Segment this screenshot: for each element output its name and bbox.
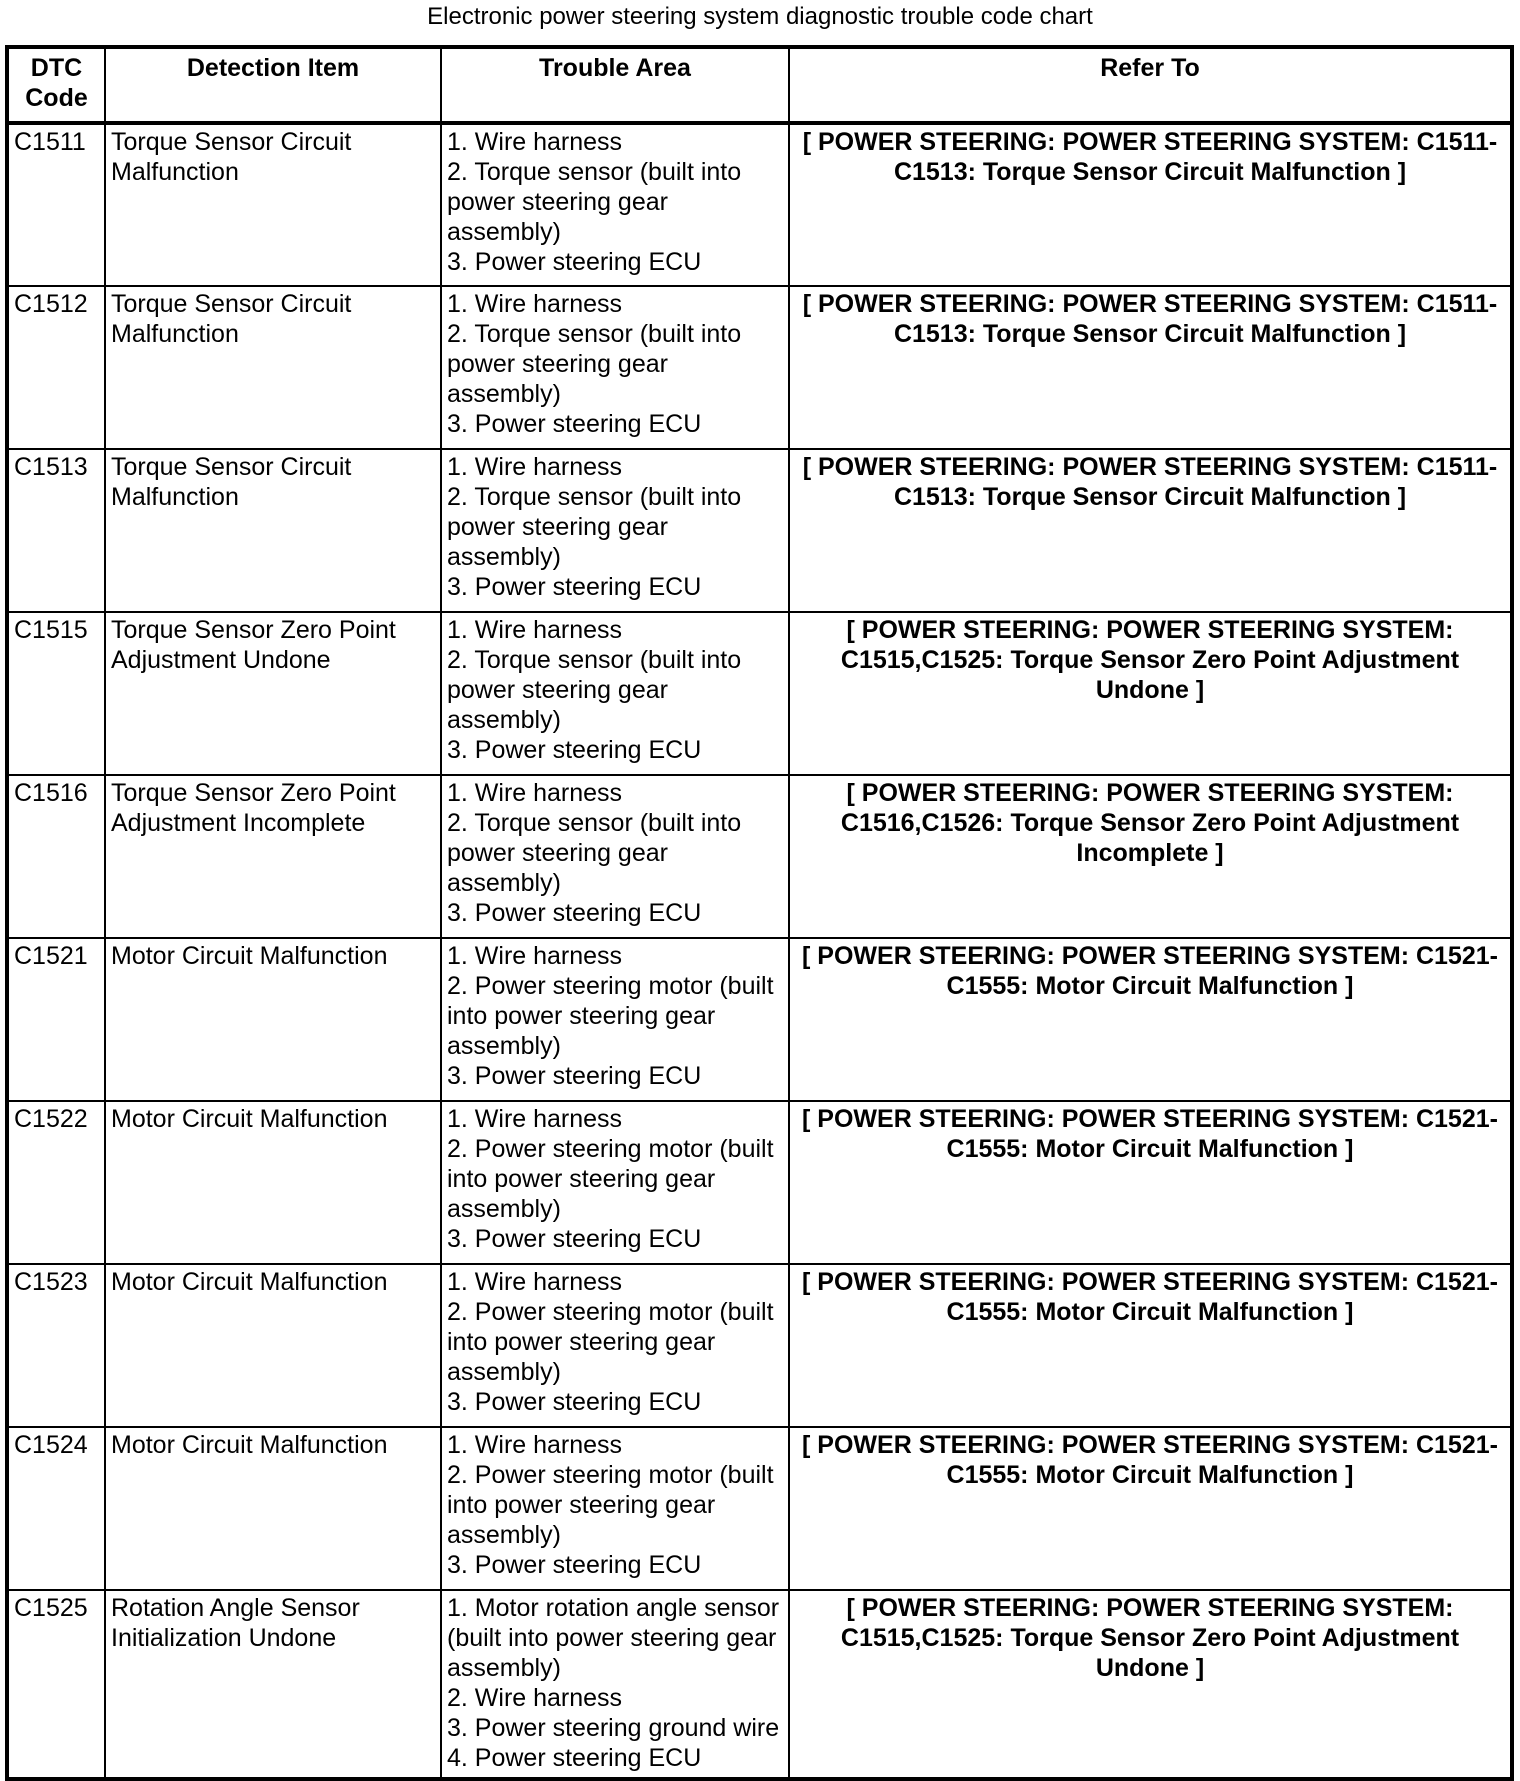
- table-row: [7, 938, 1512, 1101]
- trouble-area-cell: [441, 612, 789, 775]
- trouble-area-item: 1. Wire harness: [447, 1431, 623, 1459]
- trouble-area-item: 3. Power steering ECU: [447, 573, 702, 601]
- header-refer-to: Refer To: [789, 47, 1512, 123]
- trouble-area-item: 2. Torque sensor (built into power steering gear assembly): [447, 158, 742, 246]
- trouble-area-item: 1. Wire harness: [447, 616, 623, 644]
- refer-to-link[interactable]: [ POWER STEERING: POWER STEERING SYSTEM: C1511-C1513: Torque Sensor Circuit Malfunction ]: [789, 123, 1512, 286]
- refer-to-link[interactable]: [ POWER STEERING: POWER STEERING SYSTEM: C1511-C1513: Torque Sensor Circuit Malfunction ]: [789, 449, 1512, 612]
- trouble-area-item: 2. Power steering motor (built into power steering gear assembly): [447, 1461, 774, 1549]
- table-row: [7, 123, 1512, 286]
- trouble-area-item: 4. Power steering ECU: [447, 1744, 702, 1772]
- detection-item-cell: Motor Circuit Malfunction: [105, 1427, 441, 1590]
- trouble-area-item: 1. Wire harness: [447, 290, 623, 318]
- trouble-area-item: 2. Torque sensor (built into power steering gear assembly): [447, 483, 742, 571]
- refer-to-link[interactable]: [ POWER STEERING: POWER STEERING SYSTEM: C1516,C1526: Torque Sensor Zero Point Adjustment Incomplete ]: [789, 775, 1512, 938]
- dtc-code-cell: C1525: [7, 1590, 105, 1779]
- trouble-area-cell: [441, 449, 789, 612]
- dtc-table: [5, 45, 1514, 1781]
- dtc-code-cell: C1516: [7, 775, 105, 938]
- dtc-code-cell: C1523: [7, 1264, 105, 1427]
- dtc-code-cell: C1511: [7, 123, 105, 286]
- detection-item-cell: Motor Circuit Malfunction: [105, 1264, 441, 1427]
- trouble-area-item: 2. Wire harness: [447, 1684, 623, 1712]
- table-header-row: [7, 47, 1512, 123]
- trouble-area-item: 2. Power steering motor (built into power steering gear assembly): [447, 1135, 774, 1223]
- table-row: [7, 1101, 1512, 1264]
- trouble-area-item: 3. Power steering ECU: [447, 248, 702, 276]
- table-body: [7, 123, 1512, 1779]
- trouble-area-item: 2. Torque sensor (built into power steering gear assembly): [447, 809, 742, 897]
- refer-to-link[interactable]: [ POWER STEERING: POWER STEERING SYSTEM: C1521-C1555: Motor Circuit Malfunction ]: [789, 938, 1512, 1101]
- trouble-area-item: 3. Power steering ECU: [447, 1062, 702, 1090]
- detection-item-cell: Torque Sensor Circuit Malfunction: [105, 123, 441, 286]
- refer-to-link[interactable]: [ POWER STEERING: POWER STEERING SYSTEM: C1515,C1525: Torque Sensor Zero Point Adjustment Undone ]: [789, 612, 1512, 775]
- trouble-area-item: 3. Power steering ECU: [447, 410, 702, 438]
- header-dtc-code: DTC Code: [7, 47, 105, 123]
- refer-to-link[interactable]: [ POWER STEERING: POWER STEERING SYSTEM: C1511-C1513: Torque Sensor Circuit Malfunction ]: [789, 286, 1512, 449]
- trouble-area-item: 1. Wire harness: [447, 942, 623, 970]
- dtc-code-cell: C1513: [7, 449, 105, 612]
- table-row: [7, 612, 1512, 775]
- trouble-area-item: 1. Wire harness: [447, 1268, 623, 1296]
- dtc-code-cell: C1512: [7, 286, 105, 449]
- page-title: Electronic power steering system diagnostic trouble code chart: [427, 3, 1093, 30]
- refer-to-link[interactable]: [ POWER STEERING: POWER STEERING SYSTEM: C1521-C1555: Motor Circuit Malfunction ]: [789, 1264, 1512, 1427]
- trouble-area-item: 3. Power steering ECU: [447, 899, 702, 927]
- trouble-area-item: 1. Motor rotation angle sensor (built into power steering gear assembly): [447, 1594, 780, 1682]
- table-row: [7, 1427, 1512, 1590]
- header-detection-item: Detection Item: [105, 47, 441, 123]
- detection-item-cell: Torque Sensor Circuit Malfunction: [105, 286, 441, 449]
- trouble-area-cell: [441, 938, 789, 1101]
- trouble-area-item: 1. Wire harness: [447, 1105, 623, 1133]
- trouble-area-cell: [441, 1590, 789, 1779]
- trouble-area-item: 2. Torque sensor (built into power steering gear assembly): [447, 320, 742, 408]
- refer-to-link[interactable]: [ POWER STEERING: POWER STEERING SYSTEM: C1515,C1525: Torque Sensor Zero Point Adjustment Undone ]: [789, 1590, 1512, 1779]
- detection-item-cell: Torque Sensor Zero Point Adjustment Undone: [105, 612, 441, 775]
- refer-to-link[interactable]: [ POWER STEERING: POWER STEERING SYSTEM: C1521-C1555: Motor Circuit Malfunction ]: [789, 1101, 1512, 1264]
- trouble-area-item: 2. Power steering motor (built into power steering gear assembly): [447, 1298, 774, 1386]
- detection-item-cell: Torque Sensor Zero Point Adjustment Incomplete: [105, 775, 441, 938]
- table-row: [7, 775, 1512, 938]
- trouble-area-item: 3. Power steering ECU: [447, 736, 702, 764]
- trouble-area-item: 3. Power steering ECU: [447, 1388, 702, 1416]
- table-row: [7, 449, 1512, 612]
- trouble-area-item: 2. Torque sensor (built into power steering gear assembly): [447, 646, 742, 734]
- trouble-area-cell: [441, 123, 789, 286]
- trouble-area-cell: [441, 1264, 789, 1427]
- table-row: [7, 286, 1512, 449]
- trouble-area-item: 1. Wire harness: [447, 779, 623, 807]
- trouble-area-item: 2. Power steering motor (built into power steering gear assembly): [447, 972, 774, 1060]
- trouble-area-item: 1. Wire harness: [447, 128, 623, 156]
- trouble-area-cell: [441, 1427, 789, 1590]
- dtc-code-cell: C1524: [7, 1427, 105, 1590]
- dtc-code-cell: C1522: [7, 1101, 105, 1264]
- dtc-code-cell: C1515: [7, 612, 105, 775]
- trouble-area-cell: [441, 286, 789, 449]
- trouble-area-item: 1. Wire harness: [447, 453, 623, 481]
- detection-item-cell: Rotation Angle Sensor Initialization Undone: [105, 1590, 441, 1779]
- detection-item-cell: Motor Circuit Malfunction: [105, 938, 441, 1101]
- trouble-area-item: 3. Power steering ECU: [447, 1551, 702, 1579]
- trouble-area-item: 3. Power steering ECU: [447, 1225, 702, 1253]
- trouble-area-cell: [441, 775, 789, 938]
- table-row: [7, 1590, 1512, 1779]
- refer-to-link[interactable]: [ POWER STEERING: POWER STEERING SYSTEM: C1521-C1555: Motor Circuit Malfunction ]: [789, 1427, 1512, 1590]
- detection-item-cell: Torque Sensor Circuit Malfunction: [105, 449, 441, 612]
- trouble-area-item: 3. Power steering ground wire: [447, 1714, 780, 1742]
- table-row: [7, 1264, 1512, 1427]
- dtc-code-cell: C1521: [7, 938, 105, 1101]
- header-trouble-area: Trouble Area: [441, 47, 789, 123]
- trouble-area-cell: [441, 1101, 789, 1264]
- detection-item-cell: Motor Circuit Malfunction: [105, 1101, 441, 1264]
